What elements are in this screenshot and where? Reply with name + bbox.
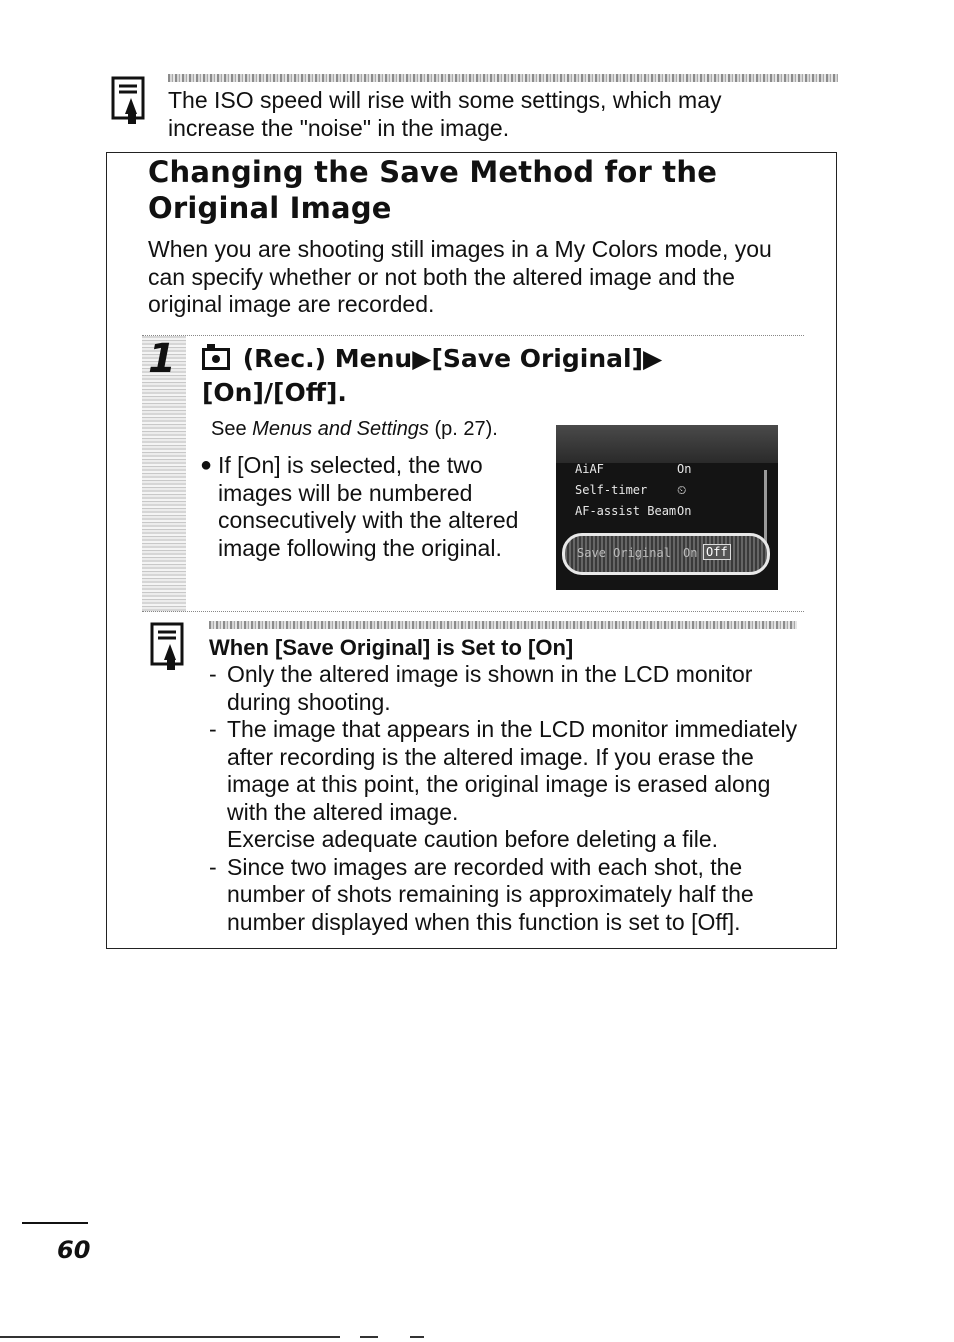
lcd-highlight-on: On xyxy=(683,546,698,560)
lcd-highlight-off: Off xyxy=(703,544,731,560)
lcd-highlighted-row xyxy=(562,533,770,575)
list-item-text: Only the altered image is shown in the LCD monitor during shooting. xyxy=(227,661,753,715)
step-top-rule xyxy=(142,335,804,336)
lcd-row xyxy=(575,482,775,498)
see-prefix: See xyxy=(211,418,253,440)
arrow-right-icon: ▶ xyxy=(412,344,432,373)
step-title-values: [On]/[Off]. xyxy=(202,378,347,407)
list-item-text: Since two images are recorded with each shot, the number of shots remaining is approximately half the number displayed when this function is set to [Off]. xyxy=(227,853,754,935)
see-title: Menus and Settings xyxy=(252,418,429,440)
see-suffix: (p. 27). xyxy=(428,418,498,440)
lcd-tab-bar xyxy=(556,425,778,463)
lcd-highlight-label: Save Original xyxy=(577,546,671,560)
section-heading-line2: Original Image xyxy=(148,191,392,225)
lcd-menu-image xyxy=(556,425,778,590)
list-item-extra: Exercise adequate caution before deleting a file. xyxy=(227,826,718,852)
list-item: - Only the altered image is shown in the LCD monitor during shooting. xyxy=(209,661,753,715)
self-timer-icon: ⏲ xyxy=(677,483,687,497)
step-bullet-text: If [On] is selected, the two images will be numbered consecutively with the altered image following the original. xyxy=(218,452,519,561)
lcd-row-label: Self-timer xyxy=(575,483,648,497)
list-item-text: The image that appears in the LCD monitor immediately after recording is the altered image. If you erase the image at this point, the original image is erased along with the altered image. xyxy=(227,716,798,825)
step-title-menu: (Rec.) Menu xyxy=(242,344,413,373)
memo-icon xyxy=(111,76,147,126)
lcd-scrollbar xyxy=(764,470,767,550)
section-heading xyxy=(148,154,808,226)
step-bottom-rule xyxy=(142,611,804,612)
scan-edge-line xyxy=(0,1336,340,1338)
list-item: - Since two images are recorded with each shot, the number of shots remaining is approximately half the number displayed when this function is set to [Off]. xyxy=(209,853,754,935)
step-number: 1 xyxy=(148,336,176,382)
scan-edge-line xyxy=(410,1336,424,1338)
scan-edge-line xyxy=(360,1336,378,1338)
memo-icon xyxy=(150,622,186,672)
rec-camera-icon xyxy=(202,348,230,370)
note2-decorative-bar xyxy=(209,621,797,629)
lcd-row-label: AF-assist Beam xyxy=(575,504,677,518)
lcd-row-label: AiAF xyxy=(575,462,604,476)
page-number-rule xyxy=(22,1222,88,1224)
section-heading-line1: Changing the Save Method for the xyxy=(148,155,718,189)
see-reference xyxy=(211,416,498,442)
list-item: - The image that appears in the LCD monitor immediately after recording is the altered image. If you erase the image at this point, the original image is erased along with the altered image. xyxy=(209,716,798,825)
page-number: 60 xyxy=(57,1236,91,1264)
step-bullet xyxy=(200,450,535,562)
arrow-right-icon: ▶ xyxy=(643,344,663,373)
bullet-dot-icon: ● xyxy=(200,454,213,476)
step-title xyxy=(202,342,802,410)
lcd-row xyxy=(575,461,775,477)
step-title-option: [Save Original] xyxy=(431,344,644,373)
note2-title: When [Save Original] is Set to [On] xyxy=(209,635,574,660)
top-note-decorative-bar xyxy=(168,74,838,82)
section-intro: When you are shooting still images in a My Colors mode, you can specify whether or not both the altered image and the original image are recorded. xyxy=(148,236,772,317)
top-note-text: The ISO speed will rise with some settings, which may increase the "noise" in the image. xyxy=(168,87,722,141)
note2-list xyxy=(209,661,809,936)
lcd-row-value: On xyxy=(677,504,692,518)
lcd-row-value: On xyxy=(677,462,692,476)
lcd-row xyxy=(575,503,775,519)
